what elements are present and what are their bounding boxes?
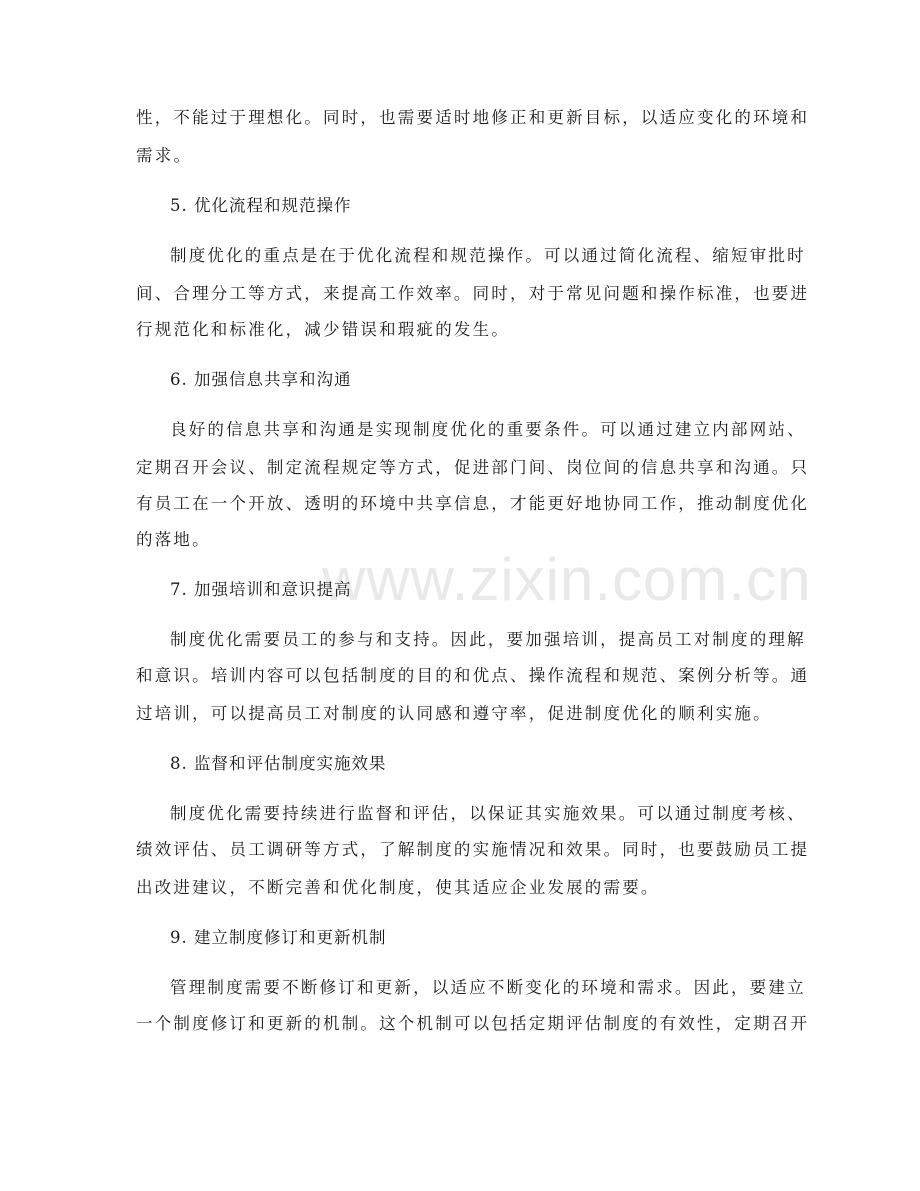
section-heading-6: 6. 加强信息共享和沟通: [170, 370, 352, 389]
body-line: 行规范化和标准化，减少错误和瑕疵的发生。: [136, 320, 510, 339]
body-line: 出改进建议，不断完善和优化制度，使其适应企业发展的需要。: [136, 878, 660, 897]
body-line: 绩效评估、员工调研等方式，了解制度的实施情况和效果。同时，也要鼓励员工提: [136, 840, 810, 859]
section-heading-5: 5. 优化流程和规范操作: [170, 196, 352, 215]
body-line: 过培训，可以提高员工对制度的认同感和遵守率，促进制度优化的顺利实施。: [136, 704, 772, 723]
body-line: 定期召开会议、制定流程规定等方式，促进部门间、岗位间的信息共享和沟通。只: [136, 458, 810, 477]
body-line: 间、合理分工等方式，来提高工作效率。同时，对于常见问题和操作标准，也要进: [136, 284, 810, 303]
body-line: 有员工在一个开放、透明的环境中共享信息，才能更好地协同工作，推动制度优化: [136, 494, 810, 513]
body-line: 的落地。: [136, 530, 211, 549]
body-line: 制度优化需要持续进行监督和评估，以保证其实施效果。可以通过制度考核、: [170, 804, 806, 823]
body-line: 性，不能过于理想化。同时，也需要适时地修正和更新目标，以适应变化的环境和: [136, 108, 810, 127]
body-line: 制度优化需要员工的参与和支持。因此，要加强培训，提高员工对制度的理解: [170, 630, 806, 649]
section-heading-7: 7. 加强培训和意识提高: [170, 580, 352, 599]
body-line: 制度优化的重点是在于优化流程和规范操作。可以通过简化流程、缩短审批时: [170, 246, 806, 265]
body-line: 管理制度需要不断修订和更新，以适应不断变化的环境和需求。因此，要建立: [170, 978, 806, 997]
section-heading-9: 9. 建立制度修订和更新机制: [170, 928, 387, 947]
body-line: 和意识。培训内容可以包括制度的目的和优点、操作流程和规范、案例分析等。通: [136, 666, 810, 685]
watermark: www.zixin.com.cn: [322, 546, 812, 613]
section-heading-8: 8. 监督和评估制度实施效果: [170, 754, 387, 773]
body-line: 良好的信息共享和沟通是实现制度优化的重要条件。可以通过建立内部网站、: [170, 420, 806, 439]
body-line: 需求。: [136, 146, 193, 165]
body-line: 一个制度修订和更新的机制。这个机制可以包括定期评估制度的有效性，定期召开: [136, 1014, 810, 1033]
